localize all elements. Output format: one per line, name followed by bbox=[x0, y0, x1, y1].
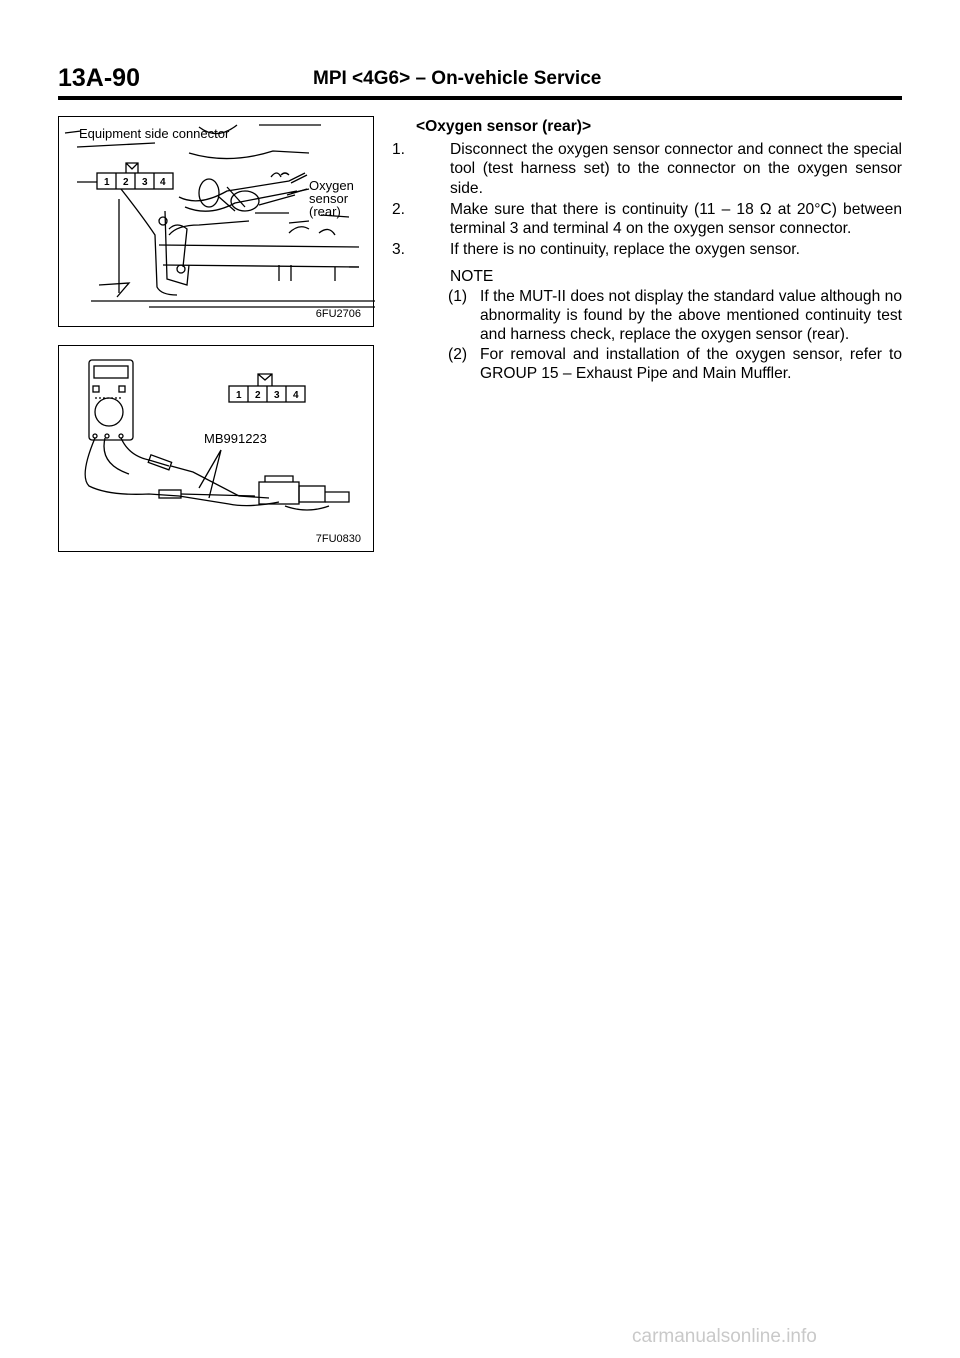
terminal-2: 2 bbox=[123, 177, 129, 188]
step-text: If there is no continuity, replace the oxygen sensor. bbox=[450, 241, 800, 259]
page-title: MPI <4G6> – On-vehicle Service bbox=[313, 68, 602, 89]
step-2 bbox=[392, 200, 902, 238]
tool-number: MB991223 bbox=[204, 431, 267, 446]
note-number: (2) bbox=[448, 346, 468, 364]
note-1 bbox=[392, 287, 902, 345]
step-1 bbox=[392, 140, 902, 198]
note-text: For removal and installation of the oxygen sensor, refer to GROUP 15 – Exhaust Pipe and Main Muffler. bbox=[480, 346, 902, 383]
step-3 bbox=[392, 240, 902, 259]
section-title: <Oxygen sensor (rear)> bbox=[416, 118, 592, 135]
terminal-4: 4 bbox=[160, 177, 166, 188]
step-number: 1. bbox=[392, 141, 406, 159]
step-text: Make sure that there is continuity (11 – 18 Ω at 20°C) between terminal 3 and terminal 4 on the oxygen sensor connector. bbox=[450, 200, 902, 238]
sensor-illustration bbox=[59, 117, 375, 328]
note-label: NOTE bbox=[450, 268, 494, 286]
figure-code: 7FU0830 bbox=[315, 533, 361, 545]
watermark: carmanualsonline.info bbox=[632, 1326, 817, 1347]
note-number: (1) bbox=[448, 287, 468, 305]
note-2 bbox=[392, 345, 902, 383]
terminal-2: 2 bbox=[255, 390, 261, 401]
terminal-1: 1 bbox=[236, 390, 242, 401]
step-text: Disconnect the oxygen sensor connector and connect the special tool (test harness set) to the connector on the oxygen sensor side. bbox=[450, 141, 902, 197]
step-number: 2. bbox=[392, 200, 406, 218]
step-number: 3. bbox=[392, 241, 406, 259]
sensor-label: Oxygen sensor (rear) bbox=[309, 178, 354, 219]
terminal-1: 1 bbox=[104, 177, 110, 188]
note-text: If the MUT-II does not display the standard value although no abnormality is found by the above mentioned continuity test and harness check, replace the oxygen sensor (rear). bbox=[480, 287, 902, 344]
figure-code: 6FU2706 bbox=[315, 308, 361, 320]
terminal-3: 3 bbox=[142, 177, 148, 188]
connector-label: Equipment side connector bbox=[79, 126, 230, 141]
page-number: 13A-90 bbox=[58, 64, 140, 92]
procedure-text bbox=[392, 117, 902, 385]
figure-oxygen-sensor-location bbox=[58, 116, 374, 327]
terminal-4: 4 bbox=[293, 390, 299, 401]
figure-continuity-test bbox=[58, 345, 374, 552]
multimeter-illustration bbox=[59, 346, 375, 553]
header-rule bbox=[58, 96, 902, 100]
terminal-3: 3 bbox=[274, 390, 280, 401]
